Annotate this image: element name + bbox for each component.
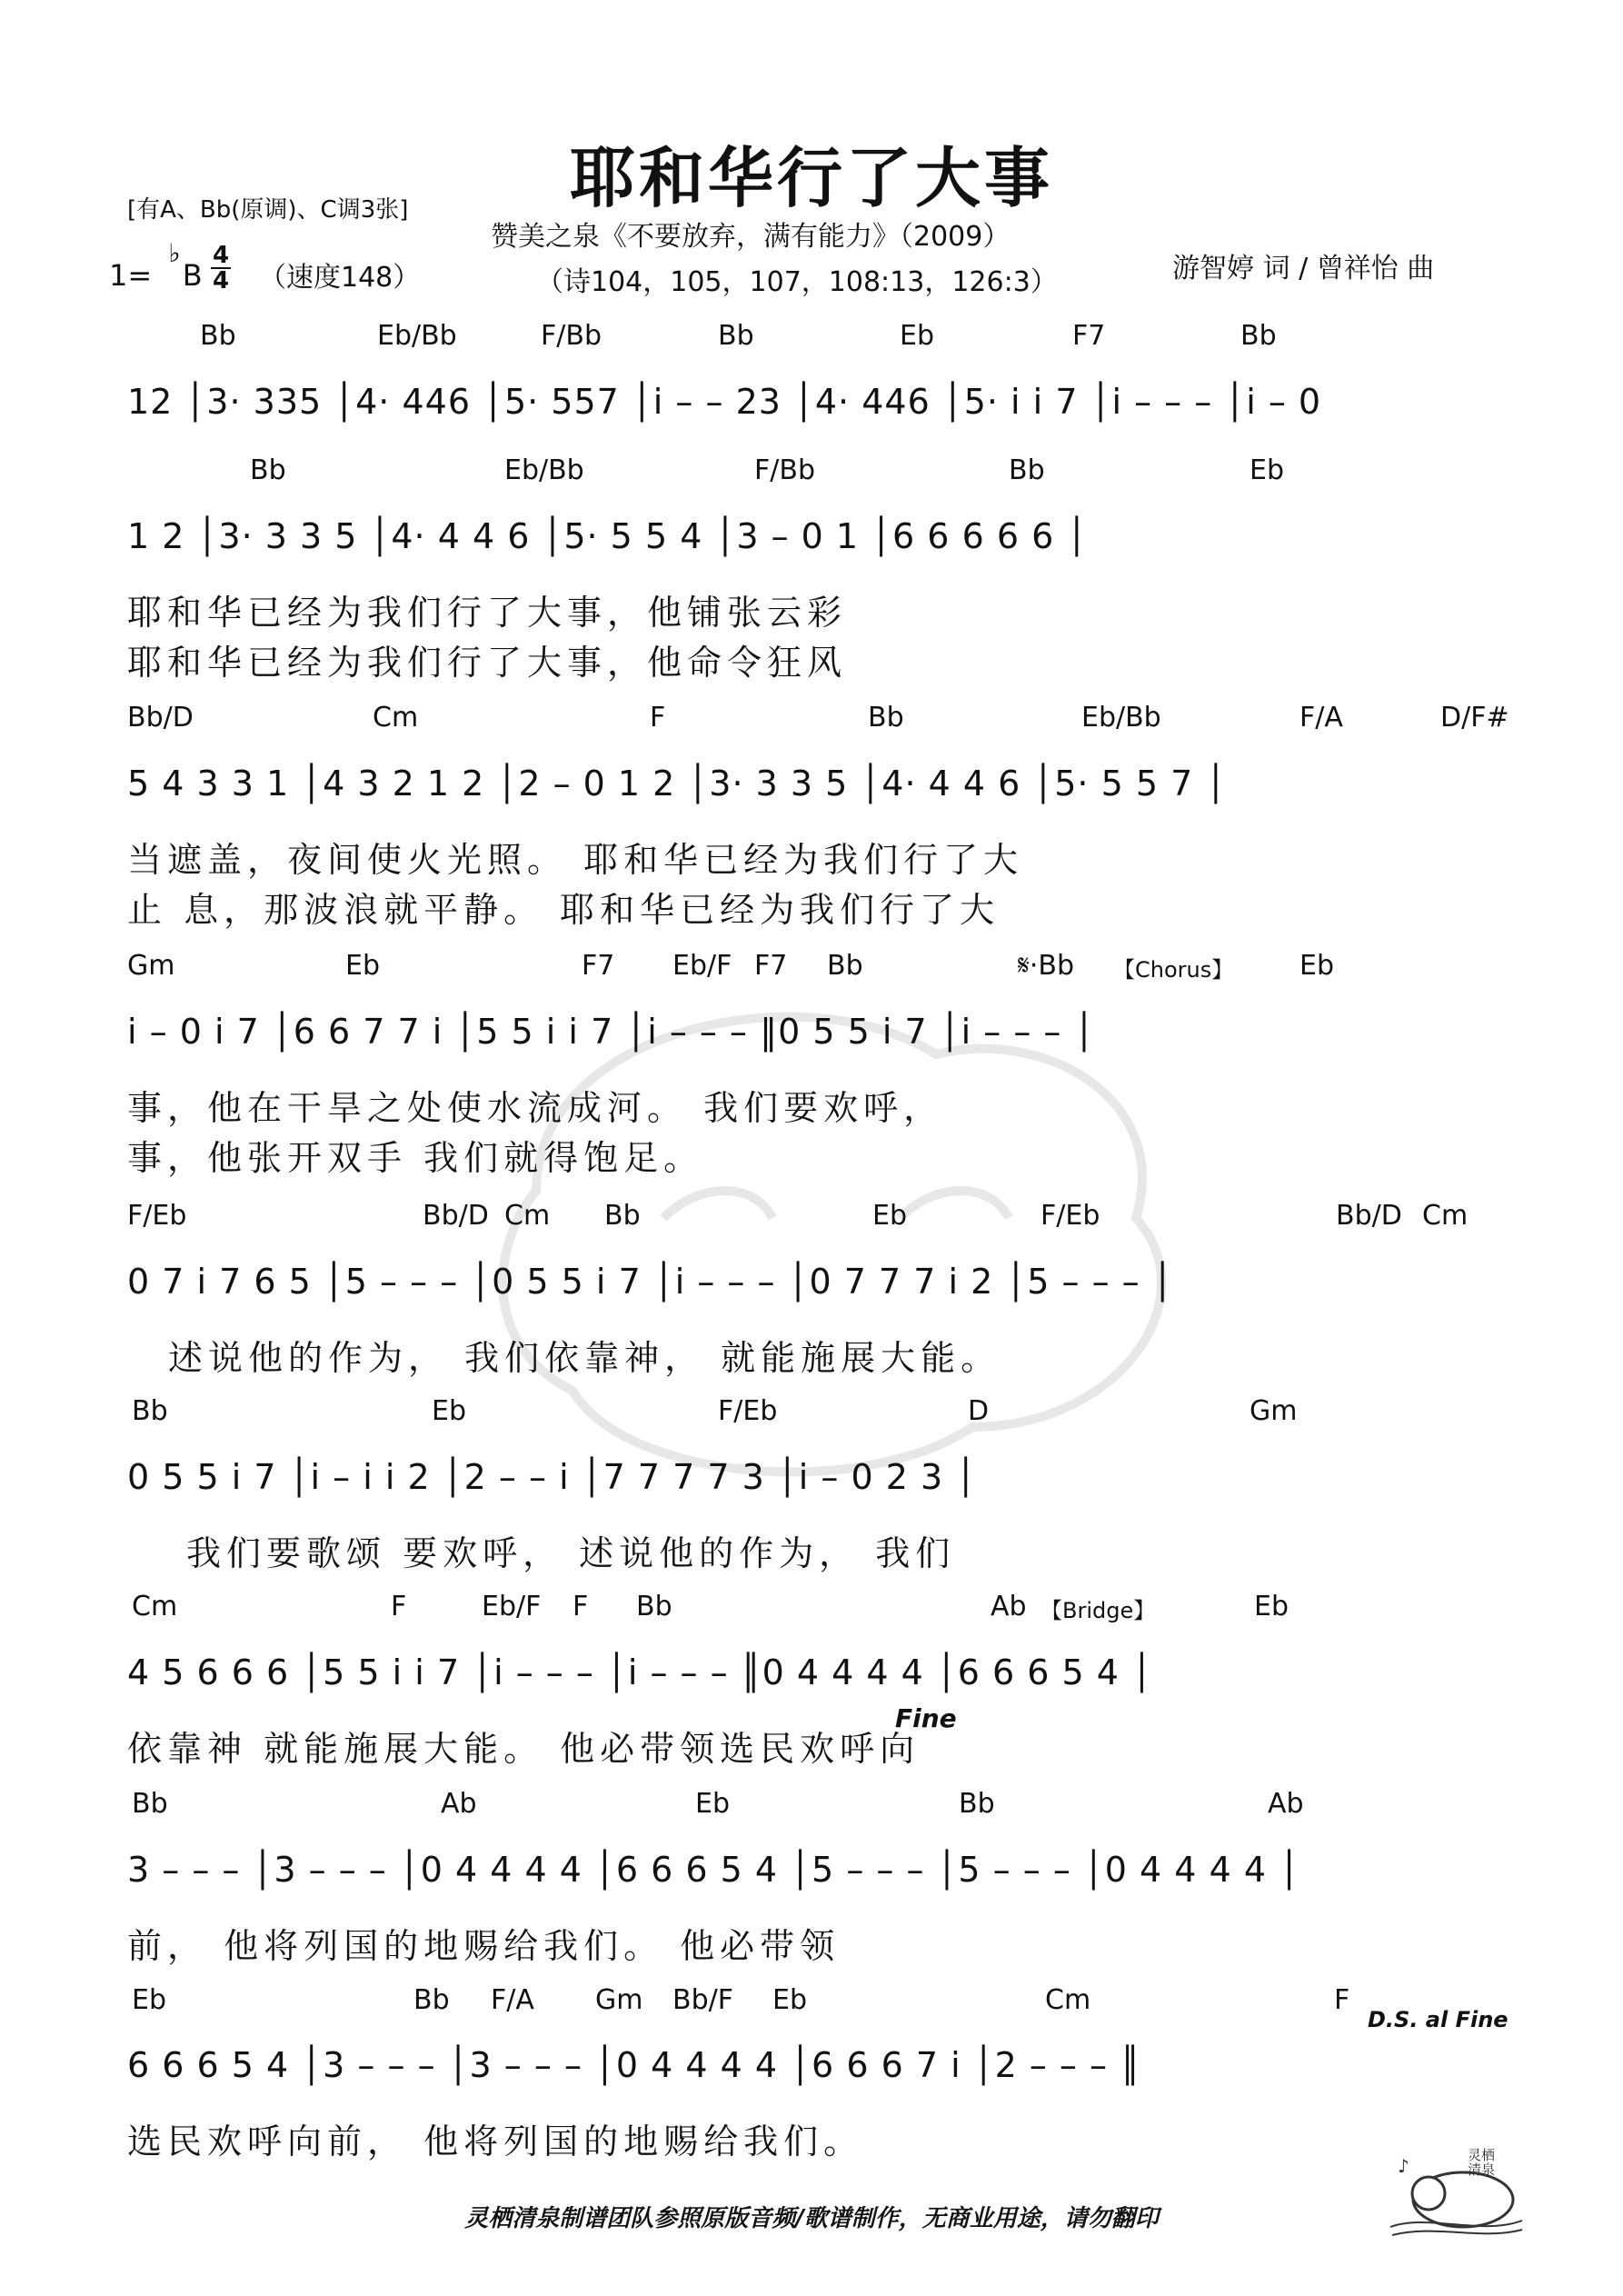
lyric-row-9: 选民欢呼向前， 他将列国的地赐给我们。 — [127, 2121, 864, 2161]
page-title: 耶和华行了大事 — [569, 140, 1053, 216]
chord: Bb — [636, 1591, 672, 1622]
chord: F/A — [1299, 702, 1343, 734]
notation-row-8: 3 – – – │3 – – – │0 4 4 4 4 │6 6 6 5 4 │5 – – – │5 – – – │0 4 4 4 4 │ — [127, 1850, 1300, 1890]
lyric-row-3b: 止 息，那波浪就平静。 耶和华已经为我们行了大 — [127, 890, 1001, 930]
lyric-row-3a: 当遮盖，夜间使火光照。 耶和华已经为我们行了大 — [127, 840, 1024, 880]
notation-row-4: i – 0 i 7 │6 6 7 7 i │5 5 i i 7 │i – – – ‖0 5 5 i 7 │i – – – │ — [127, 1012, 1096, 1052]
chord: D — [968, 1395, 990, 1427]
album-line: 赞美之泉《不要放弃，满有能力》（2009） — [491, 221, 1011, 253]
notation-row-1: 12 │3· 335 │4· 446 │5· 557 │i – – 23 │4· 446 │5· i i 7 │i – – – │i – 0 — [127, 382, 1322, 422]
chord: Eb/Bb — [504, 454, 584, 486]
lyric-row-4b: 事，他张开双手 我们就得饱足。 — [127, 1138, 704, 1178]
chord: Bb/F — [672, 1984, 733, 2016]
chord: Bb — [132, 1395, 168, 1427]
chord: Eb — [1250, 454, 1284, 486]
notation-row-6: 0 5 5 i 7 │i – i i 2 │2 – – i │7 7 7 7 3 │i – 0 2 3 │ — [127, 1457, 978, 1497]
lyric-row-7: 依靠神 就能施展大能。 他必带领选民欢呼向 — [127, 1729, 921, 1769]
chord: Cm — [504, 1200, 551, 1232]
chord: Bb — [1240, 320, 1277, 352]
time-top: 4 — [212, 242, 230, 269]
chord: Eb — [1299, 950, 1334, 982]
credits: 游智婷 词 / 曾祥怡 曲 — [1172, 253, 1435, 285]
key-prefix: 1= — [109, 258, 153, 293]
chord: Eb — [1254, 1591, 1289, 1622]
versions-note: [有A、Bb(原调)、C调3张] — [127, 196, 409, 224]
chord: Bb — [604, 1200, 641, 1232]
lyric-row-8: 前， 他将列国的地赐给我们。 他必带领 — [127, 1926, 841, 1966]
chord: F — [573, 1591, 589, 1622]
chord: Bb — [413, 1984, 450, 2016]
lyric-row-5: 述说他的作为， 我们依靠神， 就能施展大能。 — [168, 1338, 1001, 1378]
chord-row-4 — [0, 950, 1623, 986]
chord: Bb — [959, 1788, 995, 1820]
chord: Bb — [827, 950, 863, 982]
notation-row-3: 5 4 3 3 1 │4 3 2 1 2 │2 – 0 1 2 │3· 3 3 5 │4· 4 4 6 │5· 5 5 7 │ — [127, 764, 1228, 804]
chord-row-3 — [0, 702, 1623, 738]
chord: Eb — [345, 950, 380, 982]
chord: Bb — [718, 320, 754, 352]
sheep-logo — [1381, 2141, 1527, 2244]
scripture-line: （诗104，105，107，108:13，126:3） — [536, 266, 1058, 298]
chord: F7 — [754, 950, 788, 982]
svg-text:♪: ♪ — [1398, 2155, 1409, 2177]
key-signature — [109, 238, 203, 293]
chord: Eb — [772, 1984, 807, 2016]
chord: F7 — [582, 950, 615, 982]
lyric-row-2a: 耶和华已经为我们行了大事，他铺张云彩 — [127, 593, 848, 633]
logo-text: 灵栖清泉 — [1468, 2147, 1496, 2178]
chord: F — [1334, 1984, 1350, 2016]
chord: Eb — [695, 1788, 730, 1820]
chord: Eb/F — [672, 950, 732, 982]
segno-chord: 𝄋·Bb — [1018, 950, 1075, 982]
notation-row-5: 0 7 i 7 6 5 │5 – – – │0 5 5 i 7 │i – – – │0 7 7 7 i 2 │5 – – – │ — [127, 1262, 1174, 1302]
lyric-row-6: 我们要歌颂 要欢呼， 述说他的作为， 我们 — [186, 1533, 956, 1573]
chord-row-7 — [0, 1591, 1623, 1627]
chord: F/Eb — [718, 1395, 778, 1427]
chord: Bb — [132, 1788, 168, 1820]
chord: Cm — [373, 702, 419, 734]
chord: F/Bb — [541, 320, 602, 352]
chord-row-6 — [0, 1395, 1623, 1432]
section-bridge: 【Bridge】 — [1041, 1598, 1156, 1623]
chord: Gm — [595, 1984, 643, 2016]
chord-row-2 — [0, 454, 1623, 491]
chord: Eb — [900, 320, 934, 352]
fine-mark: Fine — [895, 1703, 957, 1733]
lyric-row-2b: 耶和华已经为我们行了大事，他命令狂风 — [127, 643, 848, 683]
chord: Eb — [432, 1395, 466, 1427]
chord-row-8 — [0, 1788, 1623, 1824]
time-bottom: 4 — [212, 267, 230, 294]
chord: F — [391, 1591, 407, 1622]
chord: Eb/F — [482, 1591, 542, 1622]
chord: Bb — [868, 702, 904, 734]
chord-row-5 — [0, 1200, 1623, 1236]
chord: Bb/D — [1336, 1200, 1402, 1232]
lyric-row-4a: 事，他在干旱之处使水流成河。 我们要欢呼， — [127, 1088, 944, 1128]
chord: Bb — [200, 320, 236, 352]
chord: Ab — [441, 1788, 477, 1820]
ds-al-fine-mark: D.S. al Fine — [1368, 2007, 1508, 2032]
key-flat: ♭ — [168, 238, 181, 268]
chord: F/Eb — [1041, 1200, 1100, 1232]
chord: F/A — [491, 1984, 534, 2016]
chord: D/F# — [1440, 702, 1509, 734]
notation-row-9: 6 6 6 5 4 │3 – – – │3 – – – │0 4 4 4 4 │6 6 6 7 i │2 – – – ║ — [127, 2045, 1141, 2085]
chord: Bb — [250, 454, 286, 486]
chord-row-1 — [0, 320, 1623, 356]
tempo: （速度148） — [259, 262, 421, 294]
notation-row-2: 1 2 │3· 3 3 5 │4· 4 4 6 │5· 5 5 4 │3 – 0 1 │6 6 6 6 6 │ — [127, 516, 1089, 556]
chord: Cm — [132, 1591, 178, 1622]
chord: Gm — [127, 950, 175, 982]
footer-note: 灵栖清泉制谱团队参照原版音频/歌谱制作，无商业用途，请勿翻印 — [464, 2205, 1159, 2232]
chord: Eb/Bb — [377, 320, 457, 352]
section-chorus: 【Chorus】 — [1113, 957, 1234, 983]
notation-row-7: 4 5 6 6 6 │5 5 i i 7 │i – – – │i – – – ║0 4 4 4 4 │6 6 6 5 4 │ — [127, 1652, 1153, 1692]
chord: Ab — [991, 1591, 1027, 1622]
chord: Cm — [1045, 1984, 1091, 2016]
chord: Bb/D — [127, 702, 194, 734]
chord: Cm — [1422, 1200, 1469, 1232]
key-note: B — [182, 258, 203, 293]
chord: Bb/D — [423, 1200, 489, 1232]
chord: F7 — [1072, 320, 1106, 352]
chord: Bb — [1009, 454, 1045, 486]
chord: F/Eb — [127, 1200, 187, 1232]
chord: Ab — [1268, 1788, 1304, 1820]
chord: Eb — [872, 1200, 907, 1232]
chord: Eb — [132, 1984, 166, 2016]
chord: Gm — [1250, 1395, 1298, 1427]
chord: Eb/Bb — [1081, 702, 1161, 734]
chord: F — [650, 702, 666, 734]
chord: F/Bb — [754, 454, 815, 486]
time-signature — [211, 244, 231, 293]
